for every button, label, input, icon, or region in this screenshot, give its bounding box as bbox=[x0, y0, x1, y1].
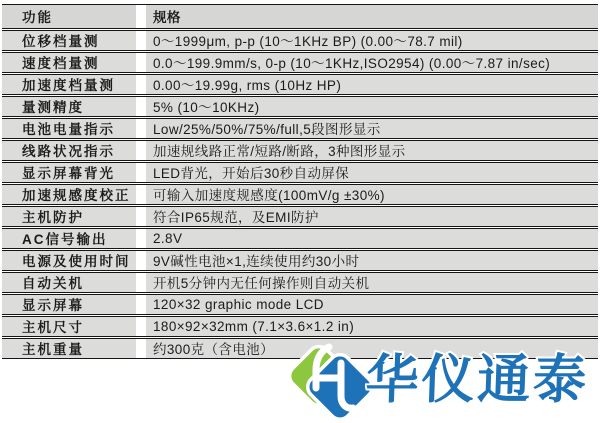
column-gap bbox=[136, 5, 146, 28]
row-value: 5% (10～10KHz) bbox=[146, 97, 598, 116]
table-row bbox=[2, 52, 598, 73]
table-body bbox=[2, 30, 598, 359]
brand-logo-icon bbox=[283, 336, 375, 423]
row-label: 自动关机 bbox=[2, 273, 136, 292]
column-gap bbox=[136, 53, 146, 72]
column-gap bbox=[136, 185, 146, 204]
row-value: LED背光，开始后30秒自动屏保 bbox=[146, 163, 598, 182]
table-row bbox=[2, 96, 598, 117]
watermark bbox=[283, 336, 600, 423]
column-gap bbox=[136, 207, 146, 226]
table-row bbox=[2, 140, 598, 161]
table-header-row bbox=[2, 4, 598, 29]
column-gap bbox=[136, 317, 146, 336]
column-gap bbox=[136, 295, 146, 314]
column-gap bbox=[136, 119, 146, 138]
column-gap bbox=[136, 75, 146, 94]
row-value: 符合IP65规范，及EMI防护 bbox=[146, 207, 598, 226]
table-row bbox=[2, 74, 598, 95]
table-row bbox=[2, 228, 598, 249]
brand-name bbox=[365, 344, 600, 414]
table-row bbox=[2, 30, 598, 51]
brand-text: 华仪通泰 bbox=[365, 349, 590, 411]
row-value: 0～1999μm, p-p (10～1KHz BP) (0.00～78.7 mil) bbox=[146, 31, 598, 50]
column-header-function: 功能 bbox=[2, 5, 136, 28]
column-gap bbox=[136, 31, 146, 50]
table-row bbox=[2, 272, 598, 293]
table-row bbox=[2, 206, 598, 227]
row-label: 主机尺寸 bbox=[2, 317, 136, 336]
row-value: Low/25%/50%/75%/full,5段图形显示 bbox=[146, 119, 598, 138]
row-value: 2.8V bbox=[146, 229, 598, 248]
column-gap bbox=[136, 339, 146, 358]
row-value: 9V碱性电池×1,连续使用约30小时 bbox=[146, 251, 598, 270]
row-label: 主机防护 bbox=[2, 207, 136, 226]
row-label: 量测精度 bbox=[2, 97, 136, 116]
row-label: 加速规感度校正 bbox=[2, 185, 136, 204]
column-gap bbox=[136, 163, 146, 182]
row-label: 线路状况指示 bbox=[2, 141, 136, 160]
column-gap bbox=[136, 97, 146, 116]
row-value: 可输入加速度规感度(100mV/g ±30%) bbox=[146, 185, 598, 204]
table-row bbox=[2, 118, 598, 139]
table-row bbox=[2, 294, 598, 315]
row-label: 位移档量测 bbox=[2, 31, 136, 50]
row-label: 加速度档量测 bbox=[2, 75, 136, 94]
row-label: 显示屏幕背光 bbox=[2, 163, 136, 182]
column-gap bbox=[136, 273, 146, 292]
row-label: 电源及使用时间 bbox=[2, 251, 136, 270]
table-row bbox=[2, 316, 598, 337]
row-label: 显示屏幕 bbox=[2, 295, 136, 314]
table-row bbox=[2, 162, 598, 183]
row-value: 120×32 graphic mode LCD bbox=[146, 295, 598, 314]
column-header-spec: 规格 bbox=[146, 5, 598, 28]
row-value: 约300克（含电池） bbox=[146, 339, 598, 358]
row-value: 加速规线路正常/短路/断路，3种图形显示 bbox=[146, 141, 598, 160]
row-value: 180×92×32mm (7.1×3.6×1.2 in) bbox=[146, 317, 598, 336]
table-row bbox=[2, 250, 598, 271]
row-label: 速度档量测 bbox=[2, 53, 136, 72]
row-label: 主机重量 bbox=[2, 339, 136, 358]
row-label: AC信号输出 bbox=[2, 229, 136, 248]
spec-table bbox=[2, 4, 598, 360]
table-row bbox=[2, 184, 598, 205]
row-label: 电池电量指示 bbox=[2, 119, 136, 138]
row-value: 开机5分钟内无任何操作则自动关机 bbox=[146, 273, 598, 292]
column-gap bbox=[136, 141, 146, 160]
column-gap bbox=[136, 251, 146, 270]
row-value: 0.0～199.9mm/s, 0-p (10～1KHz,ISO2954) (0.00～7.87 in/sec) bbox=[146, 53, 598, 72]
row-value: 0.00～19.99g, rms (10Hz HP) bbox=[146, 75, 598, 94]
column-gap bbox=[136, 229, 146, 248]
